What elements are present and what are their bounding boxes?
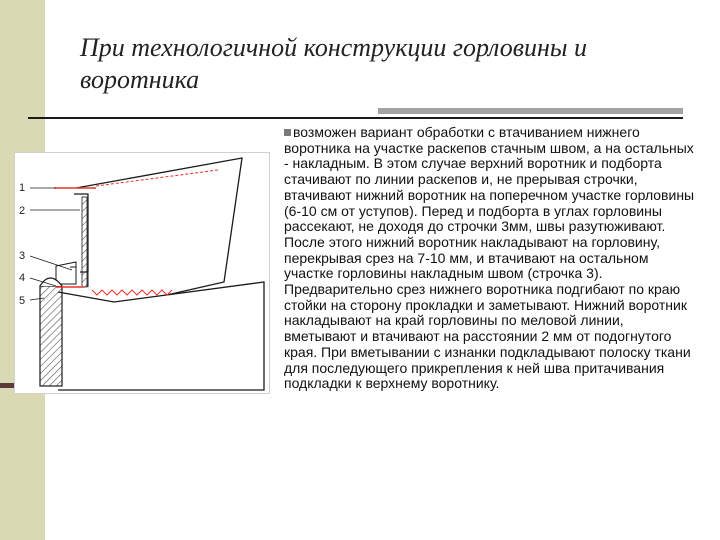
left-band-accent [0, 383, 14, 388]
title-accent-bar [378, 108, 683, 114]
facing-strip-hatch [82, 197, 87, 287]
body-text: возможен вариант обработки с втачиванием нижнего воротника на участке раскепов стачным швом, а на остальных - накладным. В этом случае верхний воротник и подборта стачивают по линии раскепов и, не прерывая строчки, втачивают нижний воротник на поперечном участке горловины (6-10 см от уступов). Перед и подборта в углах горловины рассекают, не доходя до строчки 3мм, швы разутюживают. После этого нижний воротник накладывают на горловину, перекрывая срез на 7-10 мм, и втачивают на остальном участке горловины накладным швом (строчка 3). Предварительно срез нижнего воротника подгибают по краю стойки на сторону прокладки и заметывают. Нижний воротник накладывают на край горловины по меловой линии, вметывают и втачивают на расстоянии 2 мм от подогнутого края. При вметывании с изнанки подкладывают полоску ткани для последующего прикрепления к ней шва притачивания подкладки к верхнему воротнику. [284, 124, 695, 392]
callout-label-5: 5 [19, 295, 26, 307]
title-divider-line [28, 117, 683, 119]
front-edge-hatch [40, 286, 62, 386]
callout-label-1: 1 [19, 182, 26, 194]
collar-construction-figure [14, 152, 270, 394]
callout-label-3: 3 [19, 250, 26, 262]
bodice-outline [58, 282, 264, 390]
collar-diagram [14, 152, 270, 394]
slide-title: При технологичной конструкции горловины и воротника [80, 33, 587, 94]
bullet-icon [284, 129, 291, 136]
callout-label-2: 2 [19, 205, 26, 217]
body-paragraph [284, 125, 696, 392]
callout-label-4: 4 [19, 272, 26, 284]
